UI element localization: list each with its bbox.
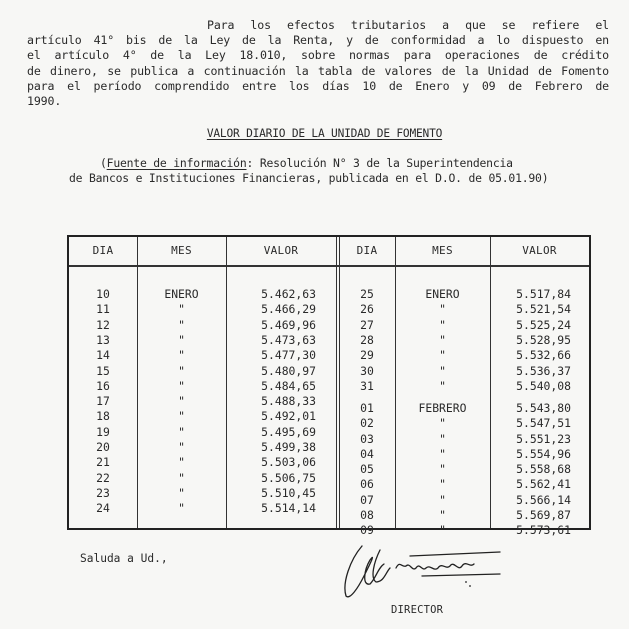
- paragraph-line: [27, 79, 609, 94]
- cell-mes: ": [178, 409, 185, 424]
- center-divider: [336, 237, 337, 528]
- cell-dia: 28: [360, 332, 374, 347]
- cell-valor: 5.477,30: [261, 348, 316, 363]
- cell-dia: 19: [96, 424, 110, 439]
- cell-dia: 05: [360, 462, 374, 477]
- cell-valor: 5.462,63: [261, 287, 316, 301]
- cell-valor: 5.484,65: [261, 378, 316, 393]
- paragraph-line: [27, 94, 609, 109]
- cell-dia: 22: [96, 470, 110, 485]
- paragraph-text: el artículo 4° de la Ley 18.010, sobre normas para operaciones de crédito: [27, 48, 609, 62]
- cell-valor: 5.499,38: [261, 440, 316, 454]
- cell-mes: ": [439, 477, 446, 492]
- cell-mes: ": [439, 462, 446, 477]
- source-line-2: de Bancos e Instituciones Financieras, publicada en el D.O. de 05.01.90): [69, 171, 549, 185]
- cell-mes: ": [439, 302, 446, 317]
- cell-dia: 06: [360, 477, 374, 492]
- paragraph-text: para el período comprendido entre los días 10 de Enero y 09 de Febrero de: [27, 79, 609, 93]
- cell-valor: 5.506,75: [261, 470, 316, 485]
- header-mes: MES: [432, 244, 453, 257]
- cell-mes: ": [178, 317, 185, 332]
- table-title-text: VALOR DIARIO DE LA UNIDAD DE FOMENTO: [206, 127, 443, 140]
- cell-mes: ": [178, 501, 185, 516]
- signature-dot: [469, 585, 471, 587]
- cell-mes: ": [178, 363, 185, 378]
- cell-valor: 5.488,33: [261, 394, 316, 409]
- cell-mes: ": [178, 455, 185, 470]
- cell-mes: ": [439, 332, 446, 347]
- cell-dia: 11: [96, 302, 110, 317]
- cell-valor: 5.480,97: [261, 363, 316, 378]
- cell-mes: ": [178, 302, 185, 317]
- signature: [340, 538, 530, 608]
- cell-dia: 21: [96, 455, 110, 470]
- cell-valor: 5.492,01: [261, 409, 316, 424]
- cell-valor: 5.558,68: [516, 462, 571, 477]
- cell-dia: 12: [96, 317, 110, 332]
- header-dia: DIA: [92, 244, 114, 257]
- cell-valor: 5.517,84: [516, 287, 571, 301]
- paragraph-line: [27, 64, 609, 79]
- cell-dia: 13: [96, 332, 110, 347]
- cell-valor: 5.547,51: [516, 416, 571, 431]
- cell-valor: 5.573,61: [516, 523, 571, 538]
- cell-mes: ": [178, 440, 185, 454]
- cell-valor: 5.521,54: [516, 302, 571, 317]
- cell-dia: 01: [360, 400, 374, 415]
- cell-mes: ": [439, 416, 446, 431]
- closing-text: Saluda a Ud.,: [80, 552, 168, 565]
- cell-mes: ENERO: [164, 287, 199, 301]
- cell-mes: ": [178, 348, 185, 363]
- header-valor: VALOR: [522, 244, 557, 257]
- table-title: [0, 127, 629, 140]
- cell-dia: 26: [360, 302, 374, 317]
- cell-dia: 20: [96, 440, 110, 454]
- cell-valor: 5.525,24: [516, 317, 571, 332]
- cell-dia: 04: [360, 446, 374, 461]
- source-text: : Resolución N° 3 de la Superintendencia: [246, 156, 513, 170]
- cell-valor: 5.528,95: [516, 332, 571, 347]
- cell-valor: 5.473,63: [261, 332, 316, 347]
- cell-dia: 10: [96, 287, 110, 301]
- cell-mes: ": [178, 394, 185, 409]
- cell-dia: 02: [360, 416, 374, 431]
- cell-dia: 25: [360, 287, 374, 301]
- paragraph-line: [27, 48, 609, 63]
- paragraph-text: 1990.: [27, 94, 62, 108]
- paragraph-line: [27, 33, 609, 48]
- cell-dia: 31: [360, 378, 374, 393]
- cell-valor: 5.562,41: [516, 477, 571, 492]
- cell-dia: 07: [360, 492, 374, 507]
- cell-mes: ": [439, 523, 446, 538]
- cell-mes: ": [178, 485, 185, 500]
- cell-valor: 5.554,96: [516, 446, 571, 461]
- cell-valor: 5.566,14: [516, 492, 571, 507]
- cell-mes: ": [439, 317, 446, 332]
- cell-mes: ": [439, 378, 446, 393]
- cell-valor: 5.532,66: [516, 348, 571, 363]
- cell-valor: 5.503,06: [261, 455, 316, 470]
- cell-valor: 5.540,08: [516, 378, 571, 393]
- cell-dia: 27: [360, 317, 374, 332]
- header-valor: VALOR: [263, 244, 299, 257]
- cell-mes: ": [439, 363, 446, 378]
- paragraph-line: [207, 18, 609, 33]
- cell-valor: 5.569,87: [516, 508, 571, 523]
- cell-dia: 29: [360, 348, 374, 363]
- cell-mes: ": [439, 446, 446, 461]
- cell-mes: ": [178, 378, 185, 393]
- cell-mes: ": [439, 431, 446, 446]
- source-label: Fuente de información: [106, 156, 247, 170]
- paragraph-text: de dinero, se publica a continuación la tabla de valores de la Unidad de Fomento: [27, 64, 609, 78]
- cell-mes: FEBRERO: [418, 400, 467, 415]
- cell-dia: 18: [96, 409, 110, 424]
- cell-mes: ": [439, 348, 446, 363]
- cell-dia: 23: [96, 485, 110, 500]
- cell-mes: ": [178, 424, 185, 439]
- uf-values-table: [67, 235, 591, 538]
- signature-dot: [465, 581, 467, 583]
- cell-valor: 5.495,69: [261, 424, 316, 439]
- paragraph-text: Para los efectos tributarios a que se refiere el: [207, 18, 609, 32]
- cell-mes: ": [178, 470, 185, 485]
- cell-valor: 5.551,23: [516, 431, 571, 446]
- cell-valor: 5.514,14: [261, 501, 316, 516]
- cell-mes: ": [439, 492, 446, 507]
- cell-dia: 15: [96, 363, 110, 378]
- source-line-1: (Fuente de información: Resolución N° 3 de la Superintendencia: [100, 156, 513, 170]
- cell-dia: 30: [360, 363, 374, 378]
- header-dia: DIA: [356, 244, 378, 257]
- cell-valor: 5.469,96: [261, 317, 316, 332]
- cell-valor: 5.466,29: [261, 302, 316, 317]
- header-divider: [69, 265, 589, 267]
- paragraph-text: artículo 41° bis de la Ley de la Renta, y de conformidad a lo dispuesto en: [27, 33, 609, 47]
- cell-valor: 5.510,45: [261, 485, 316, 500]
- cell-dia: 24: [96, 501, 110, 516]
- cell-dia: 09: [360, 523, 374, 538]
- cell-mes: ENERO: [425, 287, 460, 301]
- cell-valor: 5.536,37: [516, 363, 571, 378]
- cell-valor: 5.543,80: [516, 400, 571, 415]
- header-mes: MES: [171, 244, 192, 257]
- cell-dia: 17: [96, 394, 110, 409]
- signature-title: DIRECTOR: [391, 604, 444, 616]
- cell-dia: 03: [360, 431, 374, 446]
- cell-mes: ": [178, 332, 185, 347]
- cell-mes: ": [439, 508, 446, 523]
- cell-dia: 16: [96, 378, 110, 393]
- cell-dia: 14: [96, 348, 110, 363]
- cell-dia: 08: [360, 508, 374, 523]
